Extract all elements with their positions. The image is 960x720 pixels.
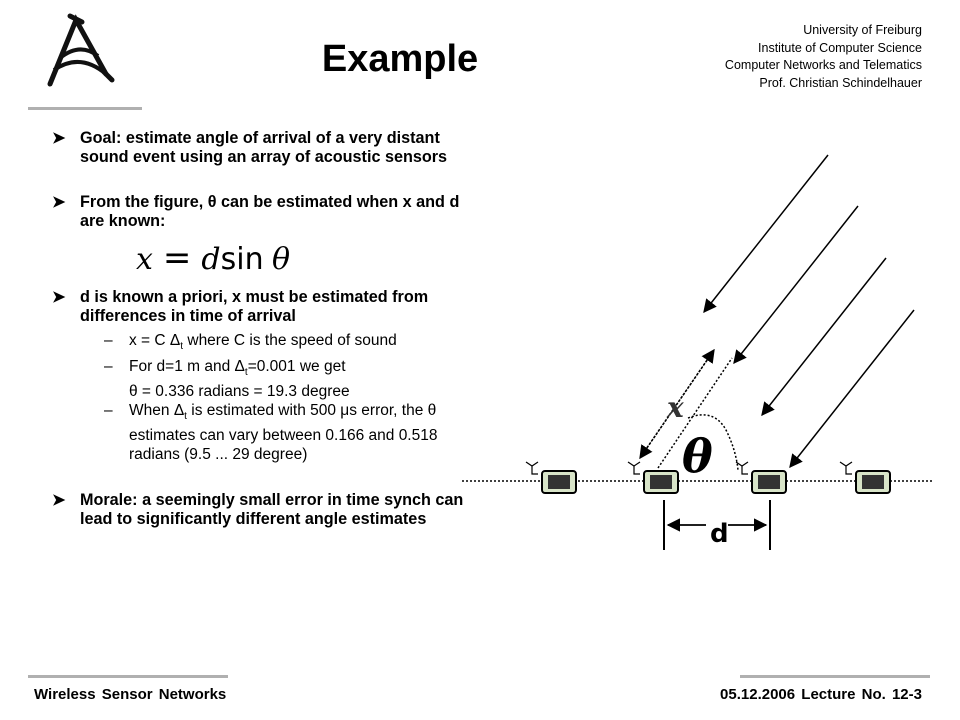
sound-ray xyxy=(734,206,858,363)
x-label: x xyxy=(667,391,684,424)
theta-label: θ xyxy=(682,429,713,483)
footer-course: Wireless Sensor Networks xyxy=(34,686,227,703)
sound-ray xyxy=(704,155,828,312)
subbullet-error: – When $\Delta_t$ is estimated with 500 μs error, the θ estimates can vary between 0.166 and 0.518 radians (9.5 ... 29 degree) xyxy=(104,402,438,464)
bullet-arrow-icon: ➤ xyxy=(52,129,66,147)
sound-ray xyxy=(790,310,914,467)
formula: x = dsin θ xyxy=(136,238,291,278)
header-divider xyxy=(28,107,142,110)
bullet-morale: ➤ Morale: a seemingly small error in time synch can lead to significantly different angle estimates xyxy=(52,491,464,528)
bullet-arrow-icon: ➤ xyxy=(52,491,66,509)
bullet-goal: ➤ Goal: estimate angle of arrival of a very distant sound event using an array of acoustic sensors xyxy=(52,129,448,166)
footer-divider-right xyxy=(740,675,930,678)
sensor-node-2 xyxy=(628,462,678,493)
sensor-node-1 xyxy=(526,462,576,493)
slide-title: Example xyxy=(321,38,479,80)
footer-lecture: 05.12.2006 Lecture No. 12-3 xyxy=(720,686,922,703)
institution-line: Institute of Computer Science xyxy=(758,40,922,55)
sensor-node-3 xyxy=(736,462,786,493)
institution-block xyxy=(725,22,922,92)
footer-divider-left xyxy=(28,675,228,678)
bullet-d-known: ➤ d is known a priori, x must be estimated from differences in time of arrival xyxy=(52,288,429,325)
subbullet-example: – For d=1 m and $\Delta_t=0.001$ we get θ = 0.336 radians = 19.3 degree xyxy=(104,358,350,401)
d-label: d xyxy=(710,519,729,549)
bullet-arrow-icon: ➤ xyxy=(52,193,66,211)
angle-of-arrival-diagram xyxy=(456,140,936,560)
bullet-figure: ➤ From the figure, θ can be estimated when x and d are known: xyxy=(52,193,460,230)
sound-ray xyxy=(762,258,886,415)
sensor-node-4 xyxy=(840,462,890,493)
institution-line: Computer Networks and Telematics xyxy=(724,58,922,72)
institution-line: Prof. Christian Schindelhauer xyxy=(759,75,922,90)
bullet-arrow-icon: ➤ xyxy=(52,288,66,306)
subbullet-speed: – x = C $\Delta_t$ where C is the speed of sound xyxy=(104,332,397,353)
institution-line: University of Freiburg xyxy=(803,23,922,37)
